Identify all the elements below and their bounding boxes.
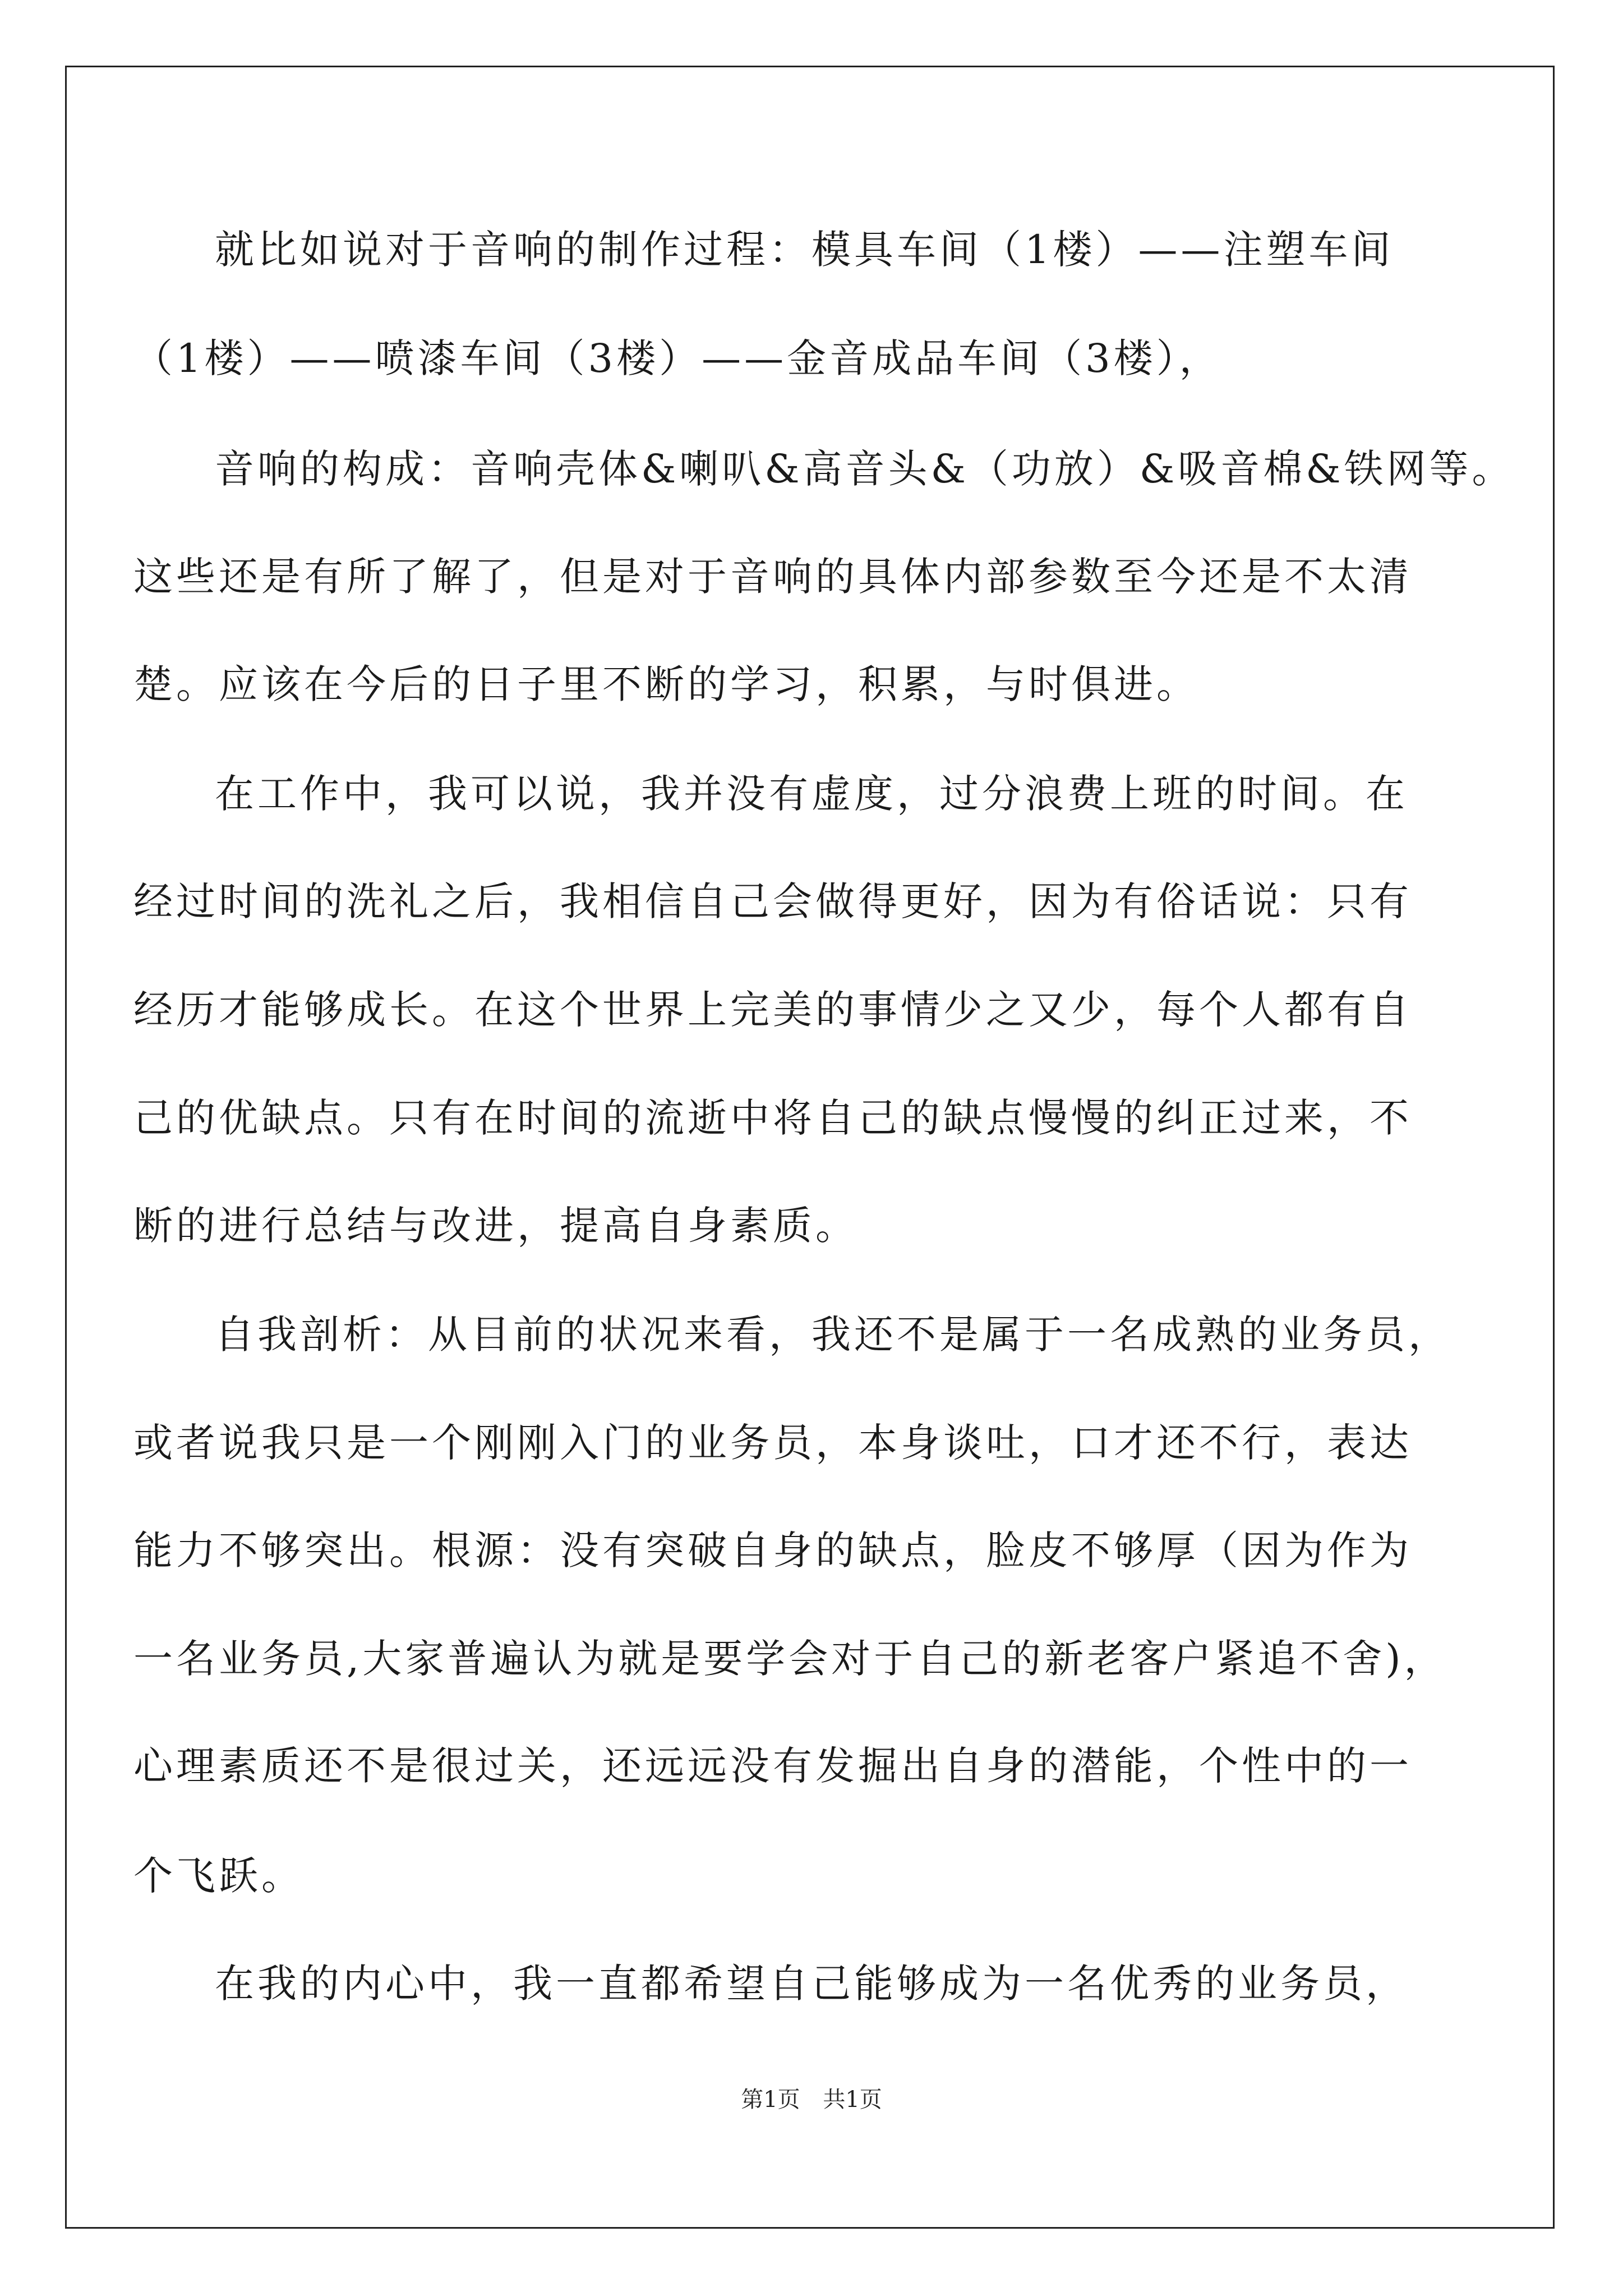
text-line: 或者说我只是一个刚刚入门的业务员，本身谈吐，口才还不行，表达	[133, 1420, 1412, 1466]
text-line: 断的进行总结与改进，提高自身素质。	[133, 1203, 858, 1249]
text-line: 个飞跃。	[133, 1853, 304, 1899]
text-line: 经过时间的洗礼之后，我相信自己会做得更好，因为有俗话说：只有	[133, 878, 1412, 924]
page-number: 第1页	[741, 2087, 800, 2113]
text-line: 己的优缺点。只有在时间的流逝中将自己的缺点慢慢的纠正过来，不	[133, 1095, 1412, 1141]
text-line: 自我剖析：从目前的状况来看，我还不是属于一名成熟的业务员，	[215, 1312, 1451, 1358]
text-line: 在我的内心中，我一直都希望自己能够成为一名优秀的业务员，	[215, 1961, 1408, 2007]
text-line: 心理素质还不是很过关，还远远没有发掘出自身的潜能，个性中的一	[133, 1743, 1412, 1789]
text-line: 楚。应该在今后的日子里不断的学习，积累，与时俱进。	[133, 661, 1199, 707]
text-line: 经历才能够成长。在这个世界上完美的事情少之又少，每个人都有自	[133, 987, 1412, 1033]
text-line: 一名业务员,大家普遍认为就是要学会对于自己的新老客户紧追不舍)，	[133, 1636, 1447, 1682]
page-footer	[0, 2086, 1623, 2114]
text-line: 就比如说对于音响的制作过程：模具车间（1楼）——注塑车间	[215, 227, 1394, 273]
text-line: （1楼）——喷漆车间（3楼）——金音成品车间（3楼），	[133, 335, 1222, 381]
text-line: 这些还是有所了解了，但是对于音响的具体内部参数至今还是不太清	[133, 554, 1412, 600]
page-count: 共1页	[823, 2087, 882, 2113]
text-line: 音响的构成：音响壳体&喇叭&高音头&（功放）&吸音棉&铁网等。	[215, 446, 1515, 492]
text-line: 在工作中，我可以说，我并没有虚度，过分浪费上班的时间。在	[215, 771, 1408, 817]
text-line: 能力不够突出。根源：没有突破自身的缺点，脸皮不够厚（因为作为	[133, 1527, 1412, 1573]
